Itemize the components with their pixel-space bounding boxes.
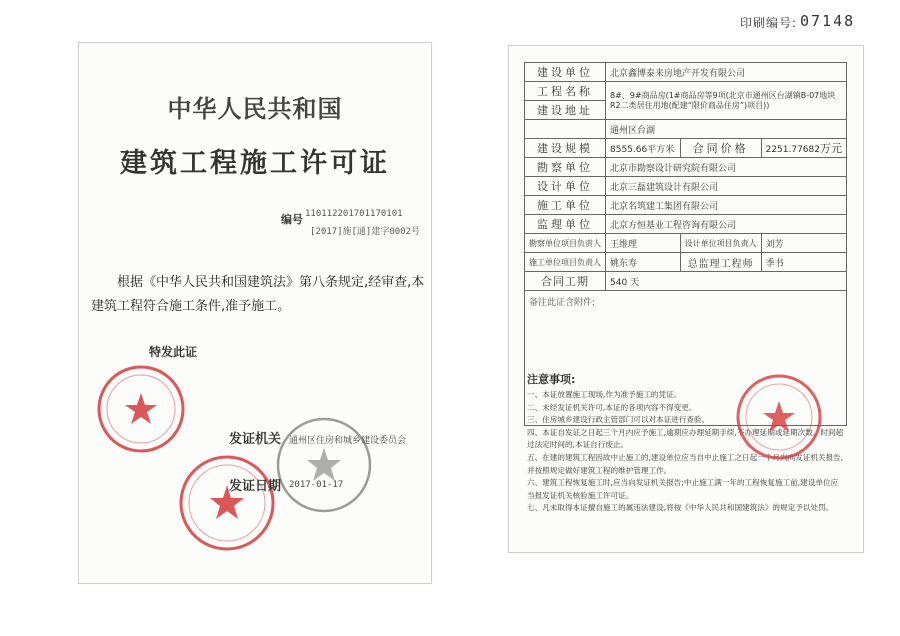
construction-pm-label: 施工单位项目负责人: [525, 253, 606, 272]
special-issue-text: 特发此证: [149, 345, 198, 359]
notice-item: 五、在建的建筑工程因故中止施工的,建设单位应当自中止施工之日起一个月内向发证机关报告,并按照规定做好建筑工程的维护管理工作。: [527, 452, 844, 475]
design-label: 设计单位: [525, 177, 606, 196]
project-name-value: 8#、9#商品房(1#商品房等9项(北京市通州区台湖镇B-07地块R2二类居住用地(配建“限价商品住房”)项目)): [606, 82, 847, 120]
scale-label: 建设规模: [525, 139, 606, 158]
country-title: 中华人民共和国: [167, 94, 343, 123]
table-row: [525, 253, 847, 272]
table-row: [525, 215, 847, 234]
contract-price-unit: 万元: [820, 142, 842, 155]
design-pm-value: 刘芳: [761, 234, 846, 253]
supervision-label: 监理单位: [525, 215, 606, 234]
survey-value: 北京市勘察设计研究院有限公司: [606, 158, 847, 177]
issue-date-value: 2017-01-17: [289, 480, 344, 490]
table-row: [525, 196, 847, 215]
table-row: [525, 234, 847, 253]
table-row: [525, 272, 847, 291]
notice-item: 七、凡未取得本证擅自施工的属违法建设,将按《中华人民共和国建筑法》的规定予以处罚。: [527, 503, 834, 513]
company-red-seal-2-icon: [177, 453, 277, 553]
print-serial-number: 07148: [800, 12, 856, 30]
chief-supervisor-value: 季书: [761, 253, 846, 272]
notice-item: 二、未经发证机关许可,本证的各项内容不得变更。: [527, 402, 697, 412]
design-pm-label: 设计单位项目负责人: [684, 238, 757, 248]
permit-title: 建筑工程施工许可证: [120, 148, 390, 179]
address-value: 通州区台湖: [606, 120, 847, 139]
permit-number: 110112201701170101: [305, 209, 403, 219]
issuer-value: 通州区住房和城乡建设委员会: [289, 436, 407, 446]
notice-item: 一、本证放置施工现场,作为准予施工的凭证。: [527, 390, 682, 399]
survey-pm-label: 勘察单位项目负责人: [525, 234, 606, 253]
notice-title: 注意事项:: [527, 373, 576, 386]
print-serial-label: 印刷编号:: [740, 16, 798, 30]
company-red-seal-icon: [95, 363, 187, 455]
duration-label: 合同工期: [525, 272, 606, 291]
design-value: 北京三磊建筑设计有限公司: [606, 177, 847, 196]
company-red-seal-3-icon: [734, 372, 824, 462]
survey-pm-value: 王维理: [606, 234, 681, 253]
permit-body-text: 根据《中华人民共和国建筑法》第八条规定,经审查,本建筑工程符合施工条件,准予施工。: [91, 275, 425, 314]
permit-code: [2017]施[通]建字0002号: [310, 227, 421, 237]
project-name-label: 工程名称: [525, 82, 606, 101]
issuer-label: 发证机关: [229, 432, 282, 447]
permit-number-label: 编号: [281, 213, 303, 226]
table-row: [525, 120, 847, 139]
construction-pm-value: 姚东寿: [606, 253, 681, 272]
builder-label: 建设单位: [525, 63, 606, 82]
table-row: [525, 158, 847, 177]
permit-details-page: [508, 45, 864, 553]
authority-gray-seal-icon: [274, 415, 374, 515]
supervision-value: 北京方恒基业工程咨询有限公司: [606, 215, 847, 234]
table-row: [525, 177, 847, 196]
construction-value: 北京名筑建工集团有限公司: [606, 196, 847, 215]
duration-value: 540: [610, 277, 628, 288]
duration-unit: 天: [630, 277, 640, 288]
issue-date-label: 发证日期: [229, 479, 282, 494]
permit-cover-page: [78, 42, 432, 584]
contract-price-label: 合同价格: [692, 142, 749, 155]
address-label: 建设地址: [525, 101, 606, 120]
builder-value: 北京鑫博泰来房地产开发有限公司: [606, 63, 847, 82]
contract-price-value: 2251.77682: [765, 145, 820, 155]
remark-label: 备注此证含附件:: [529, 298, 596, 308]
table-row: [525, 139, 847, 158]
chief-supervisor-label: 总监理工程师: [687, 258, 754, 270]
survey-label: 勘察单位: [525, 158, 606, 177]
construction-label: 施工单位: [525, 196, 606, 215]
notice-item: 三、住房城乡建设行政主管部门可以对本证进行查验。: [527, 415, 710, 425]
table-row: [525, 63, 847, 82]
notice-item: 六、建筑工程恢复施工时,应当向发证机关报告;中止施工满一年的工程恢复施工前,建设单位应当报发证机关核验施工许可证。: [527, 478, 839, 500]
notice-item: 四、本证自发证之日起三个月内应予施工,逾期应办理延期手续,不办理延期或延期次数、时间超过法定时间的,本证自行废止。: [527, 427, 844, 450]
table-row: [525, 82, 847, 101]
scale-value: 8555.66平方米: [606, 139, 681, 158]
